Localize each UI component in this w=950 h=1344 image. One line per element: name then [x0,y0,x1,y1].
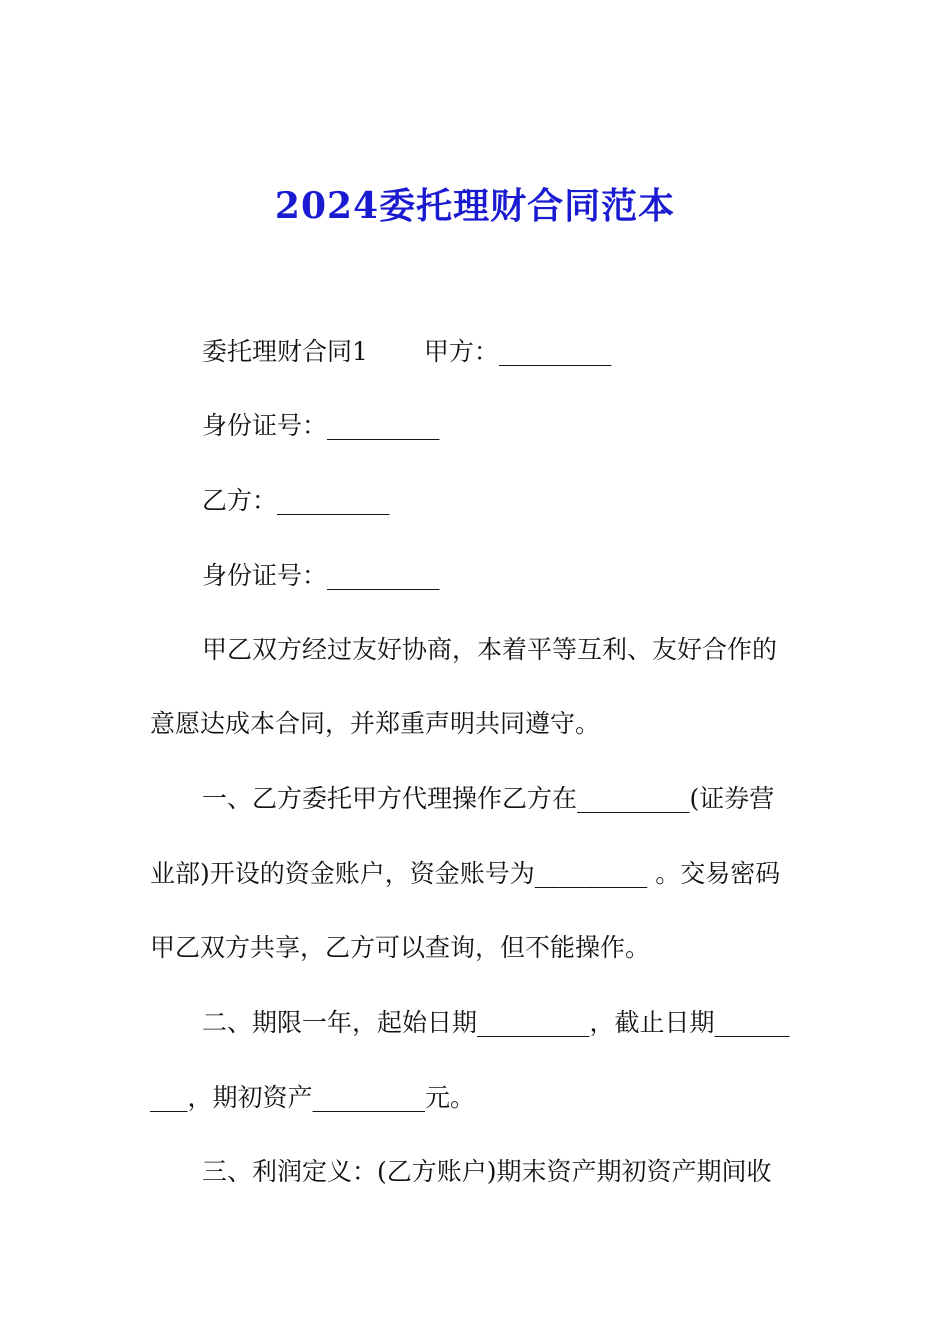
party-a-field: 甲方：_________ [423,337,612,366]
clause-2-line-2: ___，期初资产_________元。 [150,1083,476,1112]
document-title: 2024委托理财合同范本 [274,185,676,227]
clause-1-line-1: 一、乙方委托甲方代理操作乙方在_________(证券营 [202,784,775,813]
party-b-id-field: 身份证号：_________ [202,561,440,590]
preamble-line-2: 意愿达成本合同，并郑重声明共同遵守。 [150,709,601,738]
contract-number-label: 委托理财合同1 [202,337,368,366]
clause-1-line-3: 甲乙双方共享，乙方可以查询，但不能操作。 [150,933,651,962]
party-b-field: 乙方：_________ [202,486,390,515]
preamble-line-1: 甲乙双方经过友好协商，本着平等互利、友好合作的 [202,635,778,664]
party-a-id-field: 身份证号：_________ [202,411,440,440]
contract-heading-line [202,336,611,368]
clause-3-line-1: 三、利润定义：(乙方账户)期末资产期初资产期间收 [202,1157,772,1186]
clause-1-line-2: 业部)开设的资金账户，资金账号为_________ 。交易密码 [150,859,781,888]
clause-2-line-1: 二、期限一年，起始日期_________，截止日期______ [202,1008,790,1037]
